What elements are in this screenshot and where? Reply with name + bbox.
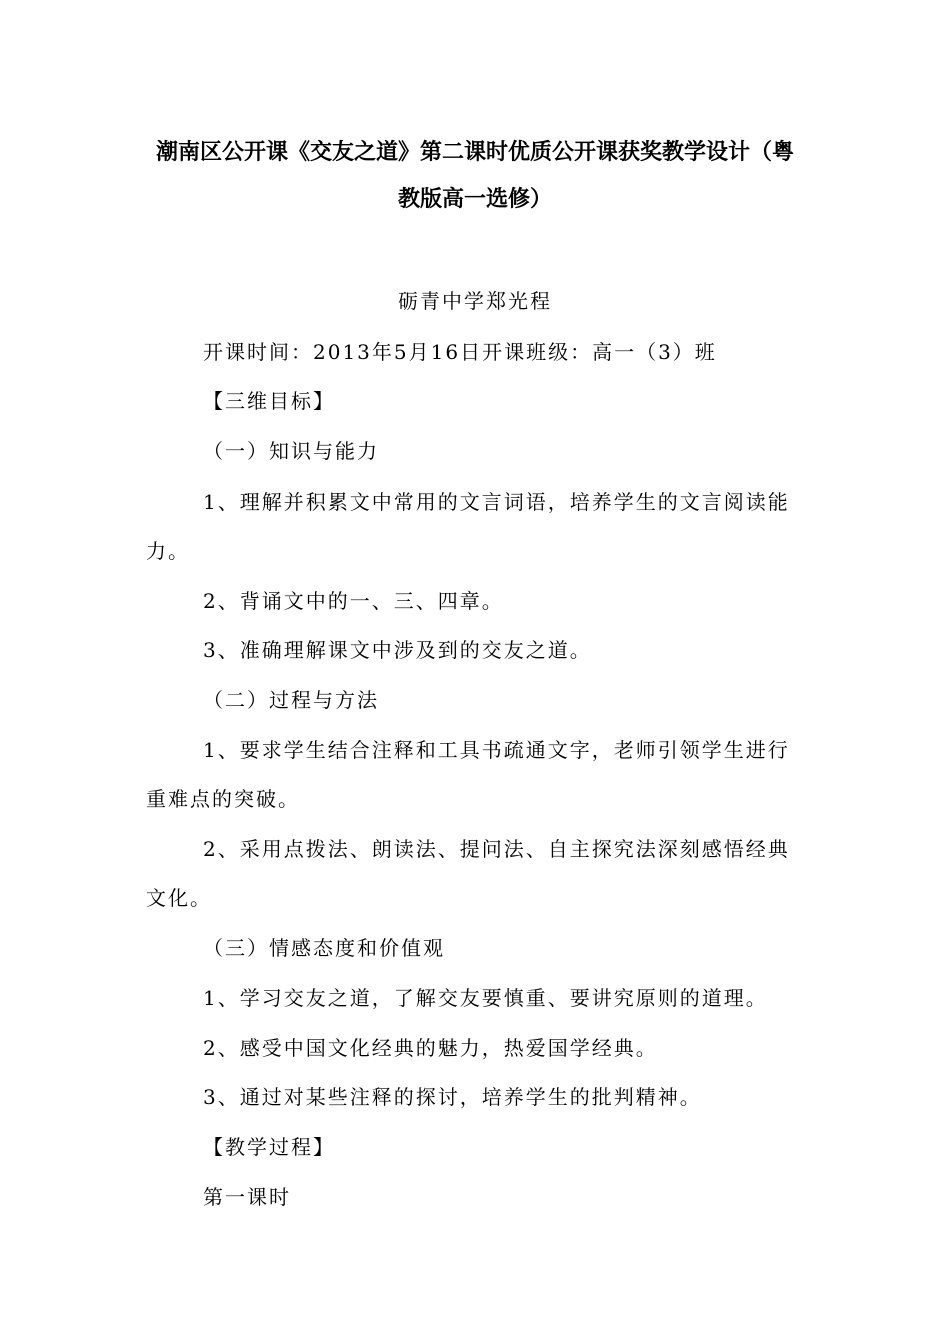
paragraph-values-1: 1、学习交友之道，了解交友要慎重、要讲究原则的道理。 [203,986,768,1010]
paragraph-values-2: 2、感受中国文化经典的魅力，热爱国学经典。 [203,1036,658,1060]
subsection-heading-process: （二）过程与方法 [203,688,379,712]
paragraph-knowledge-1-cont: 力。 [146,539,190,563]
paragraph-process-1: 1、要求学生结合注释和工具书疏通文字，老师引领学生进行 [203,738,790,762]
section-heading-goals: 【三维目标】 [203,389,335,413]
paragraph-knowledge-2: 2、背诵文中的一、三、四章。 [203,589,504,613]
document-title-line1: 潮南区公开课《交友之道》第二课时优质公开课获奖教学设计（粤 [155,140,794,165]
paragraph-process-2: 2、采用点拨法、朗读法、提问法、自主探究法深刻感悟经典 [203,837,790,861]
paragraph-knowledge-1: 1、理解并积累文中常用的文言词语，培养学生的文言阅读能 [203,490,790,514]
document-title-line2: 教版高一选修） [397,187,552,212]
subsection-heading-values: （三）情感态度和价值观 [203,936,445,960]
paragraph-process-1-cont: 重难点的突破。 [146,787,300,811]
paragraph-knowledge-3: 3、准确理解课文中涉及到的交友之道。 [203,638,592,662]
lesson-heading-first: 第一课时 [203,1185,291,1209]
paragraph-values-3: 3、通过对某些注释的探讨，培养学生的批判精神。 [203,1085,702,1109]
author-line: 砺青中学郑光程 [398,289,552,313]
paragraph-process-2-cont: 文化。 [146,886,212,910]
subsection-heading-knowledge: （一）知识与能力 [203,439,379,463]
class-info-line: 开课时间：2013年5月16日开课班级：高一（3）班 [203,340,717,364]
section-heading-teaching-process: 【教学过程】 [203,1135,335,1159]
